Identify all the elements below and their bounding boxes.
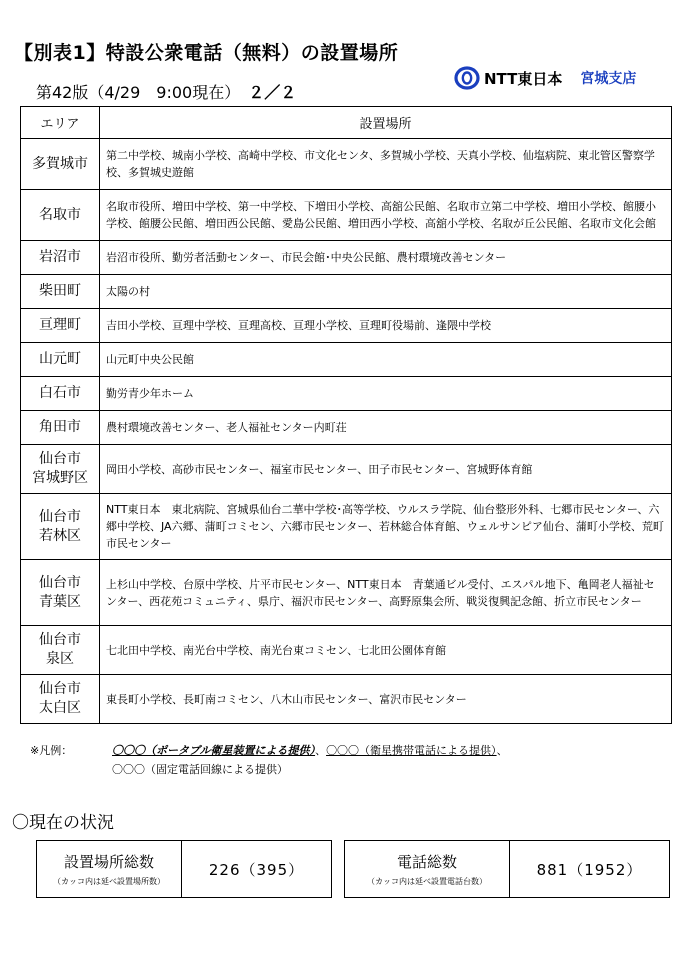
table-row	[21, 445, 672, 494]
legend-line-1	[30, 741, 508, 760]
places-cell: 太陽の村	[100, 275, 672, 309]
ntt-logo	[454, 66, 636, 90]
legend-separator: 、	[315, 744, 327, 757]
table-row	[21, 494, 672, 560]
table-row	[21, 309, 672, 343]
places-cell: 東長町小学校、長町南コミセン、八木山市民センター、富沢市民センター	[100, 675, 672, 724]
legend-satellite: 〇〇〇（衛星携帯電話による提供）	[326, 744, 497, 757]
table-row	[21, 139, 672, 190]
places-cell: 山元町中央公民館	[100, 343, 672, 377]
phones-total-box	[344, 840, 670, 898]
locations-table	[20, 106, 672, 724]
area-cell: 多賀城市	[21, 139, 100, 190]
table-row	[21, 560, 672, 626]
brand-name: NTT東日本	[484, 69, 563, 88]
ntt-logo-icon	[454, 66, 480, 90]
area-cell: 亘理町	[21, 309, 100, 343]
locations-total-label: 設置場所総数	[63, 853, 154, 871]
area-cell: 仙台市 太白区	[21, 675, 100, 724]
area-cell: 仙台市 宮城野区	[21, 445, 100, 494]
area-cell: 仙台市 青葉区	[21, 560, 100, 626]
area-cell: 白石市	[21, 377, 100, 411]
locations-total-value: 226（395）	[208, 860, 305, 879]
area-cell: 名取市	[21, 190, 100, 241]
places-cell: 上杉山中学校、台原中学校、片平市民センター、NTT東日本 青葉通ビル受付、エスパル地下、亀岡老人福祉センター、西花苑コミュニティ、県庁、福沢市民センター、高野原集会所、戦災復興記念館、折立市民センター	[100, 560, 672, 626]
places-cell: 第二中学校、城南小学校、高崎中学校、市文化センタ、多賀城小学校、天真小学校、仙塩病院、東北管区警察学校、多賀城史遊館	[100, 139, 672, 190]
table-row	[21, 675, 672, 724]
edition-label: 第42版（4/29 9:00現在）	[36, 83, 241, 102]
area-cell: 山元町	[21, 343, 100, 377]
table-body	[21, 139, 672, 724]
status-section-title: 〇現在の状況	[12, 813, 114, 833]
places-cell: 勤労青少年ホーム	[100, 377, 672, 411]
locations-total-box	[36, 840, 332, 898]
table-row	[21, 377, 672, 411]
area-cell: 仙台市 若林区	[21, 494, 100, 560]
table-row	[21, 241, 672, 275]
area-cell: 角田市	[21, 411, 100, 445]
places-cell: 農村環境改善センター、老人福祉センター内町荘	[100, 411, 672, 445]
legend-separator: 、	[496, 744, 508, 757]
table-row	[21, 343, 672, 377]
page-title: 【別表1】特設公衆電話（無料）の設置場所	[14, 42, 399, 64]
locations-total-label-cell	[37, 841, 182, 897]
phones-total-value: 881（1952）	[536, 860, 643, 879]
phones-total-note: （カッコ内は延べ設置電話台数）	[367, 877, 487, 886]
locations-total-note: （カッコ内は延べ設置場所数）	[53, 877, 165, 886]
table-row	[21, 190, 672, 241]
area-cell: 岩沼市	[21, 241, 100, 275]
places-cell: 岡田小学校、高砂市民センター、福室市民センター、田子市民センター、宮城野体育館	[100, 445, 672, 494]
legend-portable: 〇〇〇（ポータブル衛星装置による提供）	[112, 744, 316, 757]
places-cell: NTT東日本 東北病院、宮城県仙台二華中学校･高等学校、ウルスラ学院、仙台整形外科、七郷市民センター、六郷中学校、JA六郷、蒲町コミセン、六郷市民センター、若林総合体育館、ウェルサンピア仙台、蒲町小学校、荒町市民センター	[100, 494, 672, 560]
places-cell: 岩沼市役所、勤労者活動センター、市民会館･中央公民館、農村環境改善センター	[100, 241, 672, 275]
places-cell: 名取市役所、増田中学校、第一中学校、下増田小学校、高舘公民館、名取市立第二中学校、増田小学校、館腰小学校、館腰公民館、増田西公民館、愛島公民館、増田西小学校、高舘小学校、名取が丘公民館、名取市文化会館	[100, 190, 672, 241]
column-header-area: エリア	[21, 107, 100, 139]
branch-name: 宮城支店	[580, 71, 637, 87]
area-cell: 柴田町	[21, 275, 100, 309]
column-header-places: 設置場所	[100, 107, 672, 139]
table-header-row	[21, 107, 672, 139]
legend-label: ※凡例：	[30, 744, 73, 757]
edition-line	[36, 80, 296, 103]
table-row	[21, 626, 672, 675]
phones-total-label-cell	[345, 841, 510, 897]
legend	[30, 741, 508, 779]
places-cell: 七北田中学校、南光台中学校、南光台東コミセン、七北田公園体育館	[100, 626, 672, 675]
area-cell: 仙台市 泉区	[21, 626, 100, 675]
legend-fixed: 〇〇〇（固定電話回線による提供）	[112, 763, 288, 776]
table-row	[21, 275, 672, 309]
table-row	[21, 411, 672, 445]
page-number: ２／２	[248, 83, 297, 102]
phones-total-label: 電話総数	[396, 853, 457, 871]
places-cell: 吉田小学校、亘理中学校、亘理高校、亘理小学校、亘理町役場前、逢隈中学校	[100, 309, 672, 343]
